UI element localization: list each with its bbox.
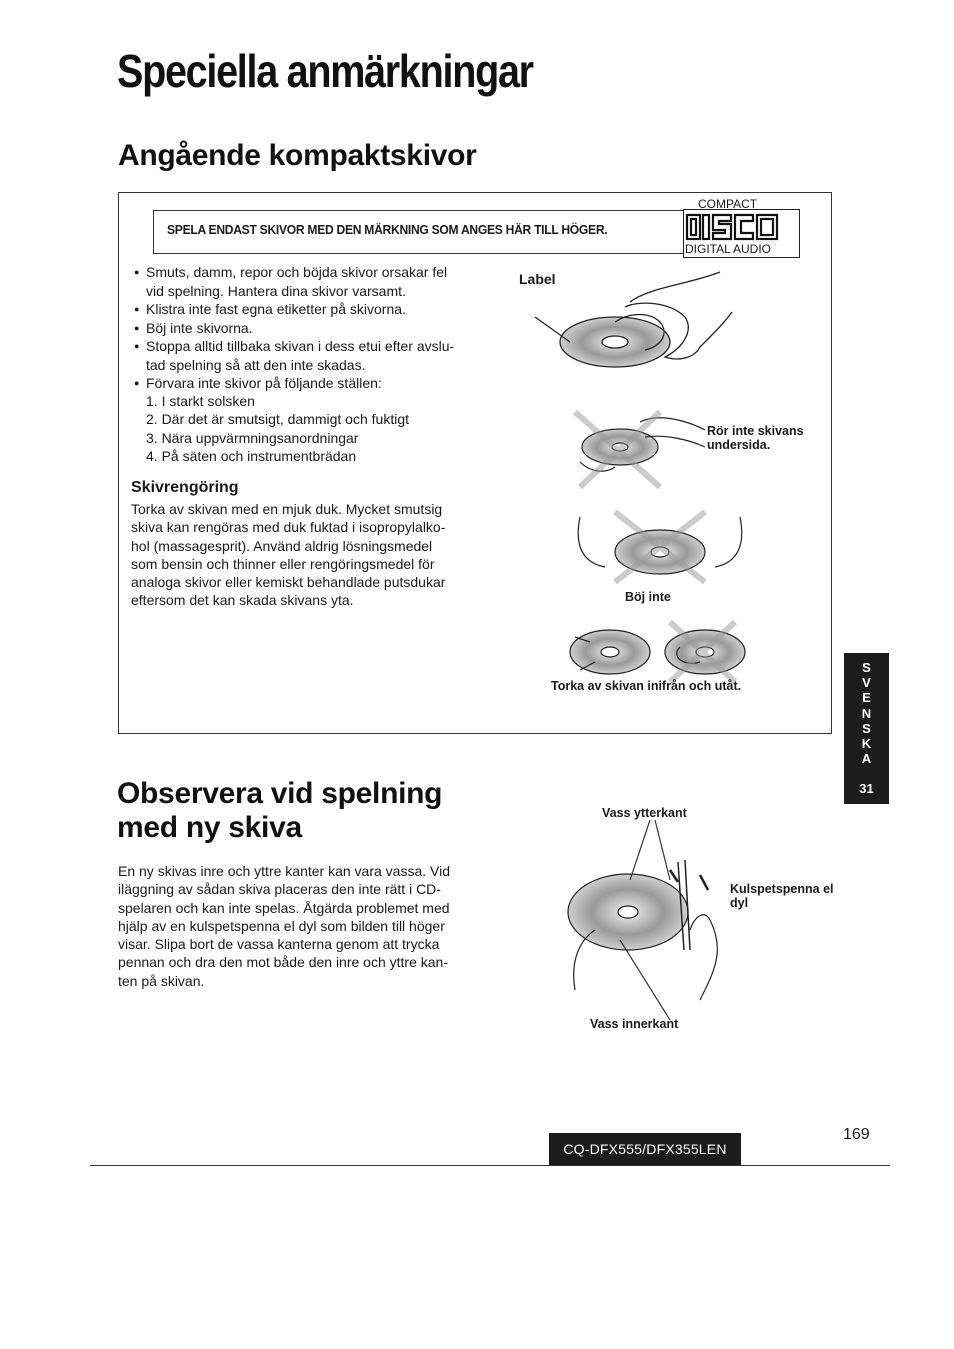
text-line: hol (massagesprit). Använd aldrig lösningsmedel [131, 537, 433, 554]
text-line: Torka av skivan med en mjuk duk. Mycket smutsig [131, 501, 443, 517]
section-title-new-disc [117, 777, 442, 845]
notice-text: SPELA ENDAST SKIVOR MED DEN MÄRKNING SOM ANGES HÄR TILL HÖGER. [167, 222, 608, 237]
text-line: visar. Slipa bort de vassa kanterna genom att trycka [118, 936, 440, 953]
text-line: spelaren och kan inte spelas. Åtgärda problemet med [118, 899, 450, 916]
tab-letter: K [861, 736, 872, 752]
pen-caption: Kulspetspenna el [730, 882, 834, 896]
text-line: som bensin och thinner eller rengöringsmedel för [131, 555, 435, 572]
language-tab [844, 653, 889, 804]
sharp-inner-edge-caption: Vass innerkant [590, 1017, 679, 1031]
list-item: ● Stoppa alltid tillbaka skivan i dess etui efter avslu- [134, 337, 479, 356]
tab-letter: S [862, 720, 871, 736]
text-line: eftersom det kan skada skivans yta. [131, 592, 354, 609]
sharp-outer-edge-caption: Vass ytterkant [602, 806, 687, 820]
text-line: skiva kan rengöras med duk fuktad i isopropylalko- [131, 519, 446, 536]
tab-letter: N [861, 705, 872, 721]
tab-letter: E [862, 690, 871, 706]
list-item: ● Förvara inte skivor på följande ställen: [134, 374, 479, 393]
list-item: ● Klistra inte fast egna etiketter på skivorna. [134, 300, 479, 319]
text-line: analoga skivor eller kemiskt behandlade putsdukar [131, 574, 446, 591]
logo-digital-audio: DIGITAL AUDIO [685, 242, 772, 256]
underside-caption: Rör inte skivans [707, 424, 804, 438]
wipe-caption: Torka av skivan inifrån och utåt. [551, 679, 742, 693]
wiping-disc-icon [570, 622, 745, 682]
hand-holding-disc-icon [535, 272, 732, 367]
logo-compact: COMPACT [698, 197, 758, 211]
text-line: hjälp av en kulspetspenna el dyl som bilden till höger [118, 917, 445, 934]
cleaning-paragraph [131, 500, 476, 610]
bend-caption: Böj inte [625, 590, 671, 604]
list-item-continued: vid spelning. Hantera dina skivor varsamt. [146, 282, 406, 299]
tab-page-number: 31 [859, 781, 874, 796]
text-line: En ny skivas inre och yttre kanter kan vara vassa. Vid [118, 863, 451, 879]
section-title-compact-discs: Angående kompaktskivor [118, 139, 477, 172]
list-item: ● Böj inte skivorna. [134, 319, 479, 338]
underside-caption-2: undersida. [707, 438, 771, 452]
pen-smoothing-disc-icon [560, 820, 760, 1020]
bullet-list [134, 263, 479, 393]
section-title-line: med ny skiva [117, 811, 302, 844]
new-disc-paragraph [118, 862, 476, 990]
text-line: pennan och dra den mot både den inre och yttre kan- [118, 954, 448, 971]
compact-disc-logo [683, 197, 800, 258]
tab-letter: A [861, 751, 872, 767]
footer-rule [90, 1165, 890, 1166]
cleaning-heading: Skivrengöring [131, 479, 239, 496]
list-item: 3. Nära uppvärmningsanordningar [146, 429, 359, 446]
list-item: 1. I starkt solsken [146, 393, 255, 409]
disc-handling-illustrations [520, 262, 820, 702]
text-line: ten på skivan. [118, 972, 205, 989]
bending-disc-icon [578, 512, 741, 582]
pen-caption-2: dyl [730, 896, 749, 910]
storage-list [146, 392, 409, 465]
page-number: 169 [843, 1126, 870, 1143]
model-number: CQ-DFX555/DFX355LEN [549, 1133, 741, 1166]
section-title-line: Observera vid spelning [117, 777, 443, 810]
list-item: ● Smuts, damm, repor och böjda skivor orsakar fel [134, 263, 479, 282]
label-caption: Label [519, 271, 556, 287]
list-item: 2. Där det är smutsigt, dammigt och fuktigt [146, 411, 409, 428]
text-line: iläggning av sådan skiva placeras den inte rätt i CD- [118, 881, 441, 898]
page-title: Speciella anmärkningar [117, 45, 533, 97]
list-item-continued: tad spelning så att den inte skadas. [146, 356, 366, 373]
tab-letter: V [862, 675, 871, 691]
tab-letter: S [862, 660, 871, 675]
touching-disc-underside-icon [575, 412, 705, 487]
list-item: 4. På säten och instrumentbrädan [146, 447, 357, 464]
